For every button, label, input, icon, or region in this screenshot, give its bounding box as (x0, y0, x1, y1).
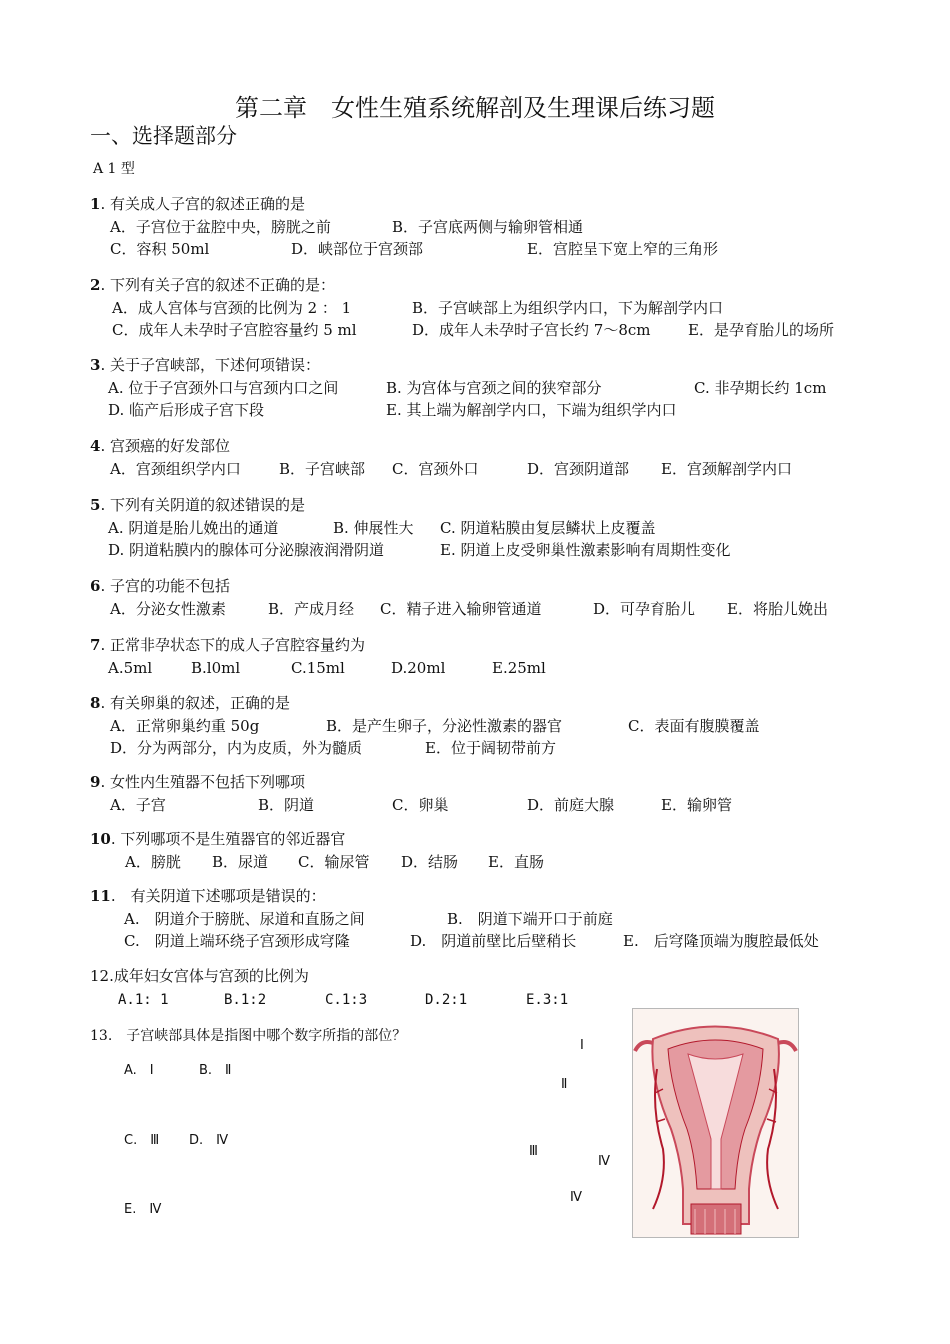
q7-option-b: B.l0ml (191, 659, 241, 677)
q4-option-d: D．宫颈阴道部 (527, 460, 630, 478)
q8-option-c: C．表面有腹膜覆盖 (628, 717, 760, 735)
q11-option-d: D. 阴道前壁比后壁稍长 (410, 932, 577, 950)
q1-option-a: A．子宫位于盆腔中央，膀胱之前 (110, 218, 331, 236)
q6-option-e: E．将胎儿娩出 (727, 600, 828, 618)
q9-option-c: C．卵巢 (392, 796, 449, 814)
q1-option-b: B．子宫底两侧与输卵管相通 (392, 218, 584, 236)
question-13: 13. 子宫峡部具体是指图中哪个数字所指的部位？ (90, 1028, 407, 1044)
q1-option-e: E．宫腔呈下宽上窄的三角形 (527, 240, 718, 258)
figure-label-4a: Ⅳ (598, 1154, 610, 1169)
question-11: 11. 有关阴道下述哪项是错误的： (90, 887, 326, 905)
q11-option-b: B. 阴道下端开口于前庭 (447, 910, 613, 928)
q9-option-b: B．阴道 (258, 796, 315, 814)
q1-option-c: C．容积 50ml (110, 240, 210, 258)
q12-option-e: E.3:1 (526, 992, 569, 1008)
q13-option-b: B. Ⅱ (199, 1063, 232, 1078)
q10-option-b: B．尿道 (212, 853, 269, 871)
q12-option-b: B.1:2 (224, 992, 267, 1008)
q7-option-c: C.15ml (291, 659, 345, 677)
q13-option-c: C. Ⅲ (124, 1133, 160, 1148)
q5-option-a: A. 阴道是胎儿娩出的通道 (108, 519, 279, 537)
q2-option-d: D．成年人未孕时子宫长约 7～8cm (412, 321, 651, 339)
q4-option-b: B．子宫峡部 (279, 460, 366, 478)
q3-option-c: C. 非孕期长约 1cm (694, 379, 827, 397)
q3-option-e: E. 其上端为解剖学内口，下端为组织学内口 (386, 401, 677, 419)
q8-option-a: A．正常卵巢约重 50g (110, 717, 260, 735)
question-type: A 1 型 (93, 161, 135, 177)
question-2: 2. 下列有关子宫的叙述不正确的是： (90, 276, 335, 294)
q9-option-d: D．前庭大腺 (527, 796, 615, 814)
q10-option-e: E．直肠 (488, 853, 544, 871)
q7-option-a: A.5ml (108, 659, 153, 677)
question-3: 3. 关于子宫峡部，下述何项错误： (90, 356, 320, 374)
q6-option-c: C．精子进入输卵管通道 (380, 600, 542, 618)
section-heading: 一、选择题部分 (90, 124, 237, 148)
q13-option-a: A. Ⅰ (124, 1063, 154, 1078)
question-12: 12.成年妇女宫体与宫颈的比例为 (90, 967, 309, 985)
q12-option-a: A.1: 1 (118, 992, 169, 1008)
q11-option-c: C. 阴道上端环绕子宫颈形成穹隆 (124, 932, 350, 950)
q9-option-e: E．输卵管 (661, 796, 732, 814)
figure-label-2: Ⅱ (561, 1077, 568, 1092)
q5-option-d: D. 阴道粘膜内的腺体可分泌腺液润滑阴道 (108, 541, 385, 559)
q4-option-c: C．宫颈外口 (392, 460, 479, 478)
q2-option-c: C．成年人未孕时子宫腔容量约 5 ml (112, 321, 357, 339)
q10-option-d: D．结肠 (401, 853, 459, 871)
q13-option-e: E. Ⅳ (124, 1202, 162, 1217)
q5-option-e: E. 阴道上皮受卵巢性激素影响有周期性变化 (440, 541, 731, 559)
figure-label-1: Ⅰ (580, 1038, 584, 1053)
question-6: 6. 子宫的功能不包括 (90, 577, 230, 595)
q3-option-d: D. 临产后形成子宫下段 (108, 401, 265, 419)
q3-option-a: A. 位于子宫颈外口与宫颈内口之间 (108, 379, 339, 397)
figure-label-4b: Ⅳ (570, 1190, 582, 1205)
page-title: 第二章 女性生殖系统解剖及生理课后练习题 (235, 94, 715, 122)
q6-option-b: B．产成月经 (268, 600, 355, 618)
uterus-diagram (632, 1008, 799, 1238)
q5-option-b: B. 伸展性大 (333, 519, 414, 537)
q6-option-a: A．分泌女性激素 (110, 600, 226, 618)
q10-option-a: A．膀胱 (125, 853, 181, 871)
q12-option-c: C.1:3 (325, 992, 368, 1008)
question-1: 1. 有关成人子宫的叙述正确的是 (90, 195, 305, 213)
q11-option-a: A. 阴道介于膀胱、尿道和直肠之间 (124, 910, 365, 928)
q8-option-b: B．是产生卵子，分泌性激素的器官 (326, 717, 563, 735)
question-9: 9. 女性内生殖器不包括下列哪项 (90, 773, 305, 791)
q13-option-d: D. Ⅳ (189, 1133, 229, 1148)
q9-option-a: A．子宫 (110, 796, 166, 814)
q11-option-e: E. 后穹隆顶端为腹腔最低处 (623, 932, 819, 950)
q10-option-c: C．输尿管 (298, 853, 370, 871)
q1-option-d: D．峡部位于宫颈部 (291, 240, 424, 258)
question-10: 10. 下列哪项不是生殖器官的邻近器官 (90, 830, 346, 848)
question-8: 8. 有关卵巢的叙述，正确的是 (90, 694, 290, 712)
q7-option-e: E.25ml (492, 659, 546, 677)
q6-option-d: D．可孕育胎儿 (593, 600, 696, 618)
q8-option-d: D．分为两部分，内为皮质，外为髓质 (110, 739, 363, 757)
question-5: 5. 下列有关阴道的叙述错误的是 (90, 496, 305, 514)
q7-option-d: D.20ml (391, 659, 446, 677)
q12-option-d: D.2:1 (425, 992, 468, 1008)
figure-label-3: Ⅲ (529, 1144, 538, 1159)
question-7: 7. 正常非孕状态下的成人子宫腔容量约为 (90, 636, 365, 654)
q8-option-e: E．位于阔韧带前方 (425, 739, 556, 757)
q5-option-c: C. 阴道粘膜由复层鳞状上皮覆盖 (440, 519, 656, 537)
q2-option-a: A．成人宫体与宫颈的比例为 2 ： 1 (112, 299, 352, 317)
q4-option-a: A．宫颈组织学内口 (110, 460, 241, 478)
q2-option-b: B．子宫峡部上为组织学内口，下为解剖学内口 (412, 299, 724, 317)
uterus-illustration (633, 1009, 798, 1237)
question-4: 4. 宫颈癌的好发部位 (90, 437, 230, 455)
q3-option-b: B. 为宫体与宫颈之间的狭窄部分 (386, 379, 602, 397)
q4-option-e: E．宫颈解剖学内口 (661, 460, 792, 478)
q2-option-e: E．是孕育胎儿的场所 (688, 321, 834, 339)
